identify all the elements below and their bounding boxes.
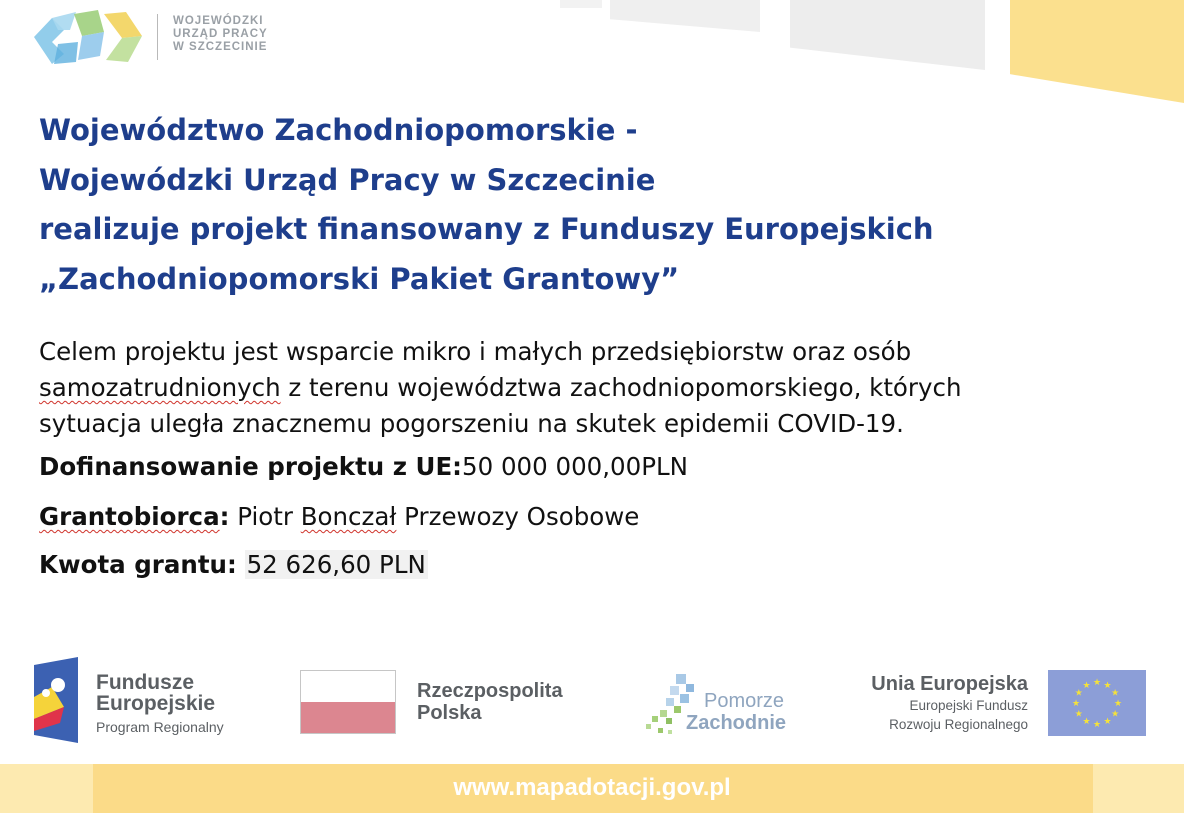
wup-logo-icon	[30, 6, 148, 68]
eu-star-icon: ★	[1074, 688, 1083, 699]
top-decoration-yellow	[1010, 0, 1184, 103]
fe-line1: Fundusze	[96, 671, 194, 694]
fundusze-europejskie-icon	[34, 657, 78, 743]
grant-label: Kwota grantu:	[39, 550, 237, 579]
pl-line1: Rzeczpospolita	[417, 680, 563, 702]
top-decoration-3	[790, 0, 985, 70]
eu-star-icon: ★	[1092, 720, 1102, 730]
fe-line3: Program Regionalny	[96, 719, 224, 735]
eu-flag-icon	[1048, 670, 1146, 736]
eu-star-icon: ★	[1082, 717, 1091, 728]
eu-line1: Unia Europejska	[871, 673, 1028, 695]
grant-value: 52 626,60 PLN	[246, 550, 426, 579]
wup-name	[173, 15, 268, 54]
funding-value: 50 000 000,00PLN	[461, 452, 688, 481]
eu-star-icon: ★	[1103, 717, 1112, 728]
top-decoration-2	[610, 0, 760, 32]
pz-line1: Pomorze	[704, 690, 785, 712]
wup-name-line2: URZĄD PRACY	[173, 28, 268, 40]
grantee-name-part2: Bonczał	[300, 502, 397, 531]
footer-url[interactable]: www.mapadotacji.gov.pl	[453, 774, 731, 801]
headline-line4: „Zachodniopomorski Pakiet Grantowy”	[39, 261, 680, 296]
description-flagged-word: samozatrudnionych	[39, 373, 281, 402]
eu-star-icon: ★	[1071, 699, 1081, 709]
grantee-row	[39, 502, 639, 531]
rzeczpospolita-polska-text	[417, 680, 563, 724]
eu-line3: Rozwoju Regionalnego	[889, 717, 1028, 732]
eu-star-icon: ★	[1103, 680, 1112, 691]
eu-star-icon: ★	[1111, 688, 1120, 699]
funding-label: Dofinansowanie projektu z UE:	[39, 452, 462, 481]
wup-name-line1: WOJEWÓDZKI	[173, 15, 264, 27]
description-line2	[39, 370, 1149, 406]
polish-flag-icon	[300, 670, 396, 734]
headline	[39, 106, 934, 304]
description-line1: Celem projektu jest wsparcie mikro i małych przedsiębiorstw oraz osób	[39, 337, 912, 366]
description-line3: sytuacja uległa znacznemu pogorszeniu na skutek epidemii COVID-19.	[39, 409, 904, 438]
fe-line2: Europejskie	[96, 692, 216, 715]
funding-row	[39, 452, 688, 481]
headline-line2: Wojewódzki Urząd Pracy w Szczecinie	[39, 162, 656, 197]
grantee-label: Grantobiorca	[39, 502, 220, 531]
eu-star-icon: ★	[1092, 678, 1102, 688]
pomorze-zachodnie-text	[686, 690, 786, 734]
header-divider	[157, 14, 158, 60]
description-line2-rest: z terenu województwa zachodniopomorskiego, których	[280, 373, 962, 402]
pl-line2: Polska	[417, 702, 482, 724]
pz-line2: Zachodnie	[686, 712, 787, 734]
grant-row	[39, 550, 428, 579]
eu-star-icon: ★	[1082, 680, 1091, 691]
top-decoration-1	[560, 0, 602, 8]
wup-name-line3: W SZCZECINIE	[173, 41, 268, 53]
unia-europejska-text	[871, 672, 1028, 734]
headline-line3: realizuje projekt finansowany z Funduszy Europejskich	[39, 212, 934, 246]
eu-star-icon: ★	[1074, 709, 1083, 720]
grantee-name-part3: Przewozy Osobowe	[396, 502, 640, 531]
project-description	[39, 334, 1149, 442]
eu-star-icon: ★	[1111, 709, 1120, 720]
grantee-name-part1: Piotr	[229, 502, 301, 531]
eu-line2: Europejski Fundusz	[909, 698, 1028, 713]
eu-star-icon: ★	[1113, 699, 1123, 709]
headline-line1: Województwo Zachodniopomorskie -	[39, 113, 638, 147]
fundusze-europejskie-text	[96, 672, 224, 738]
grantee-colon: :	[219, 502, 230, 531]
